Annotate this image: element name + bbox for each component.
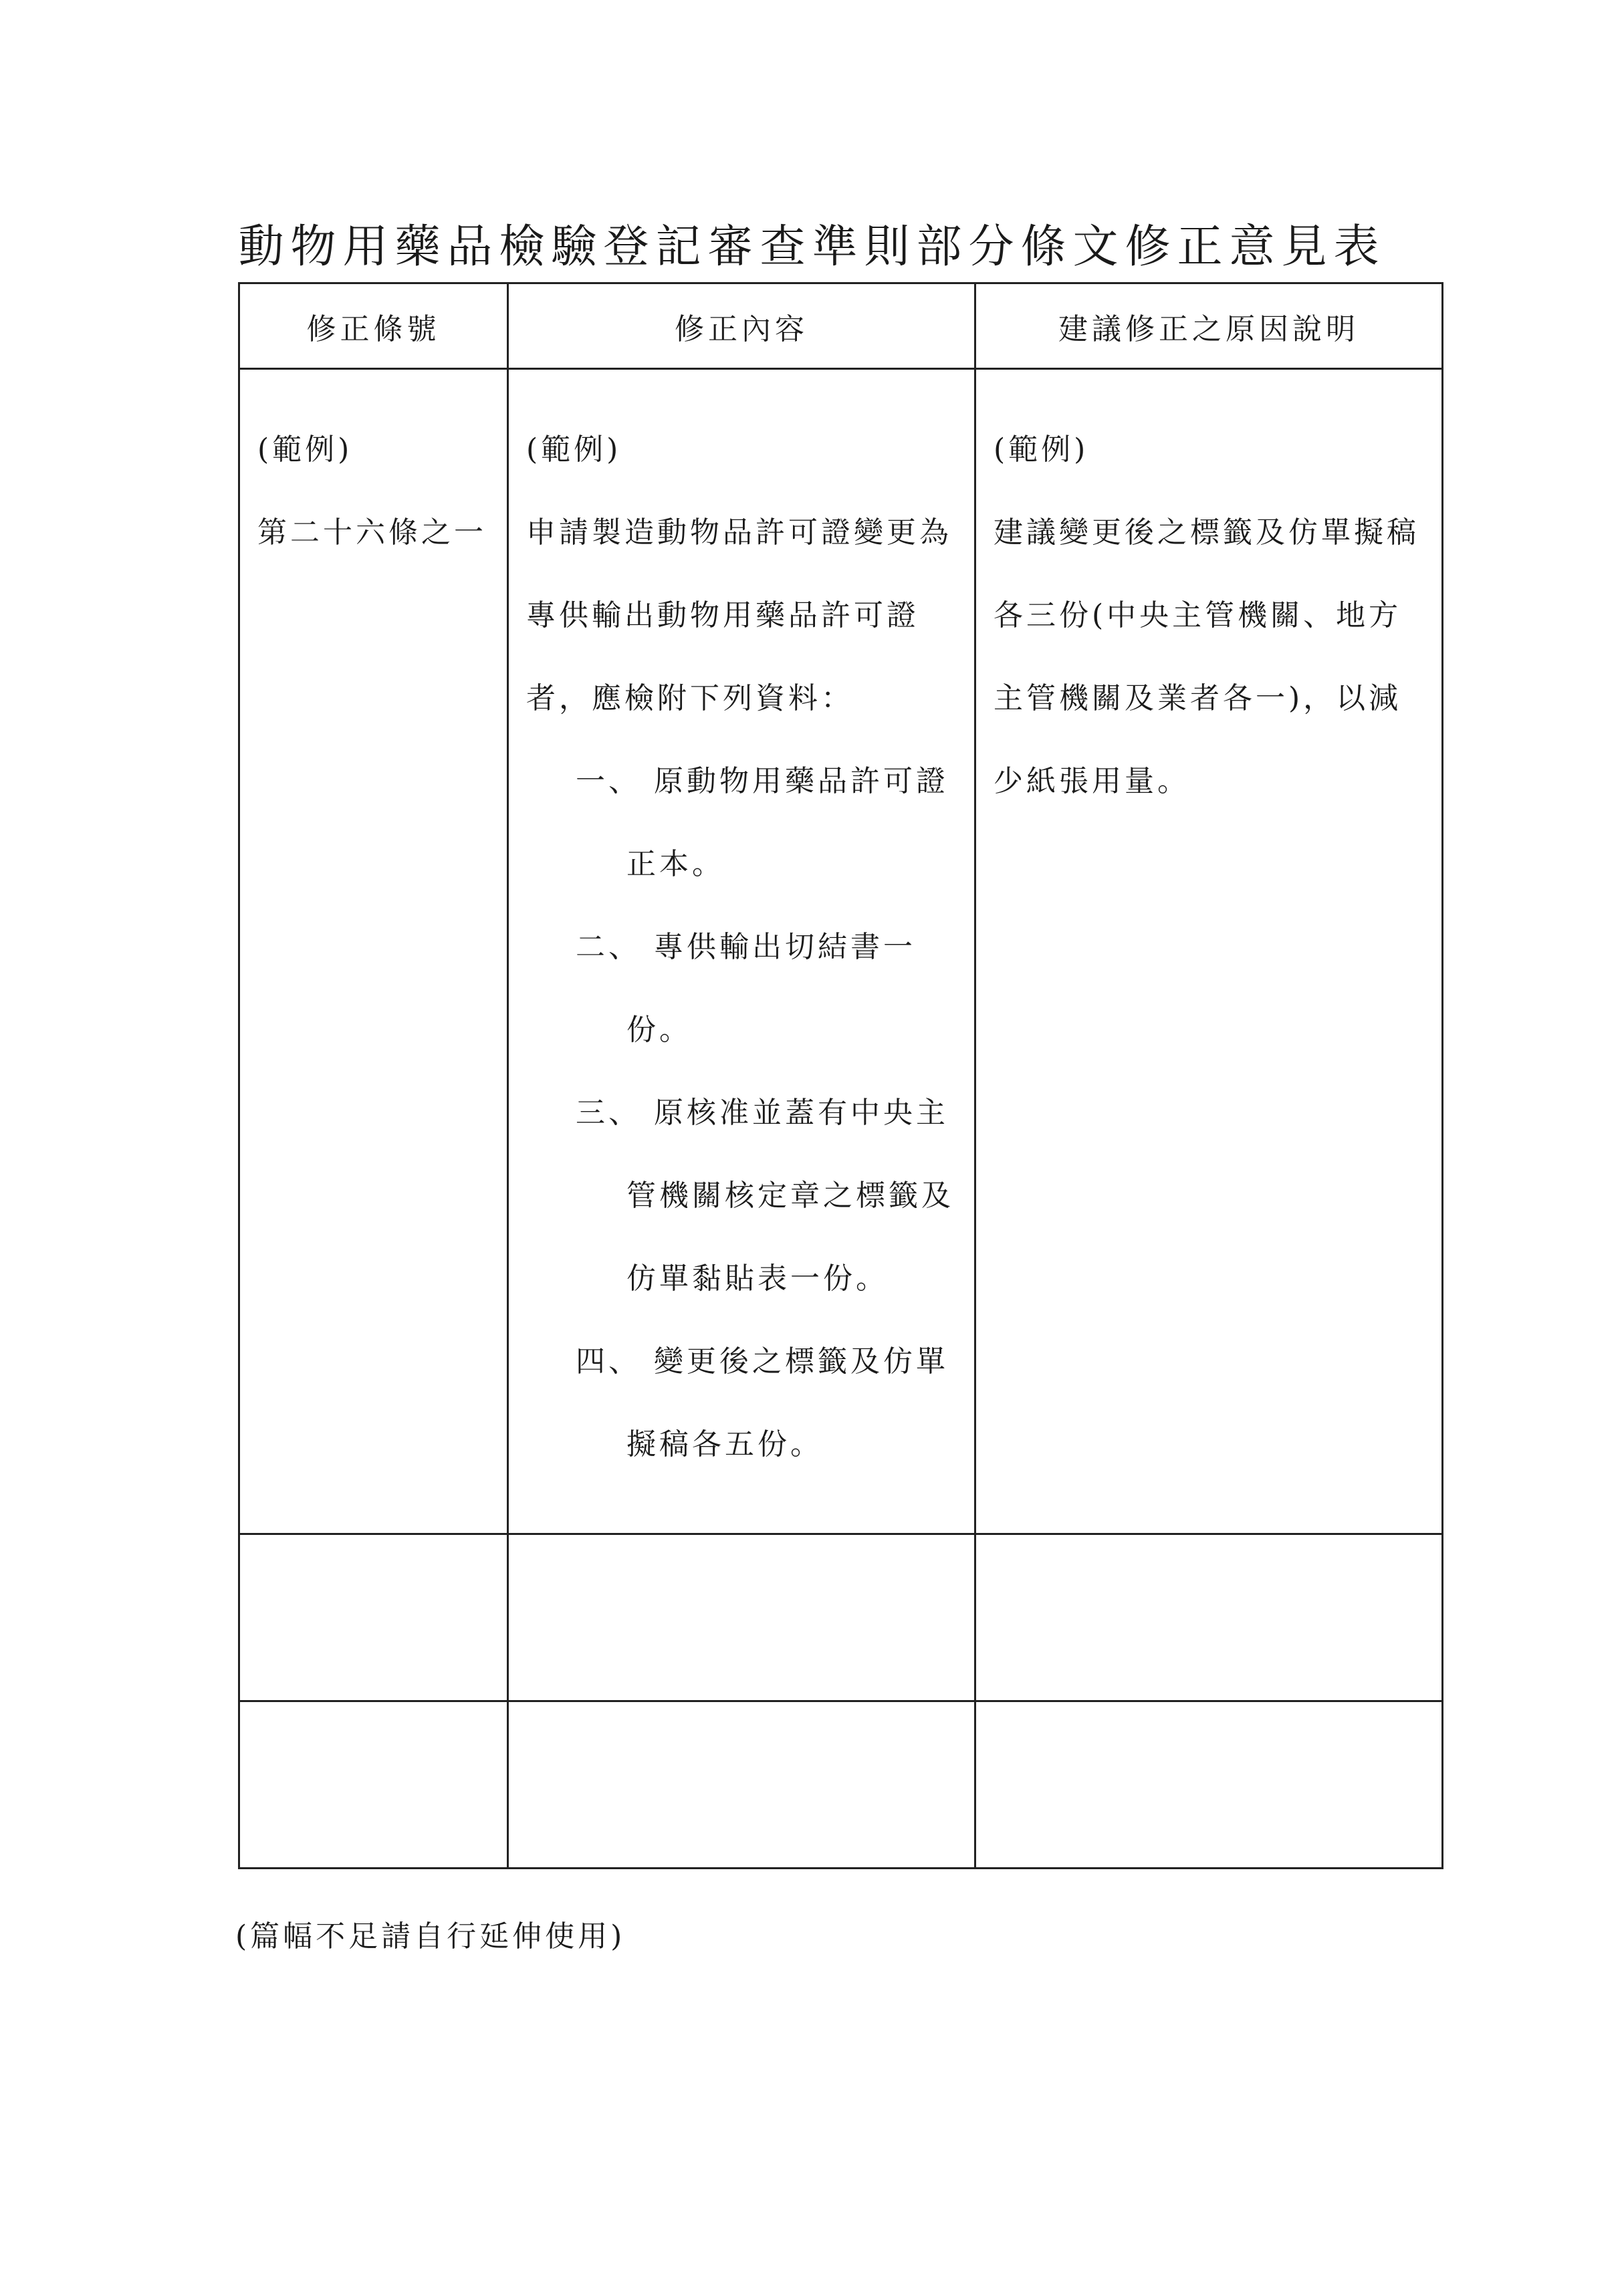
reason-line: 主管機關及業者各一)，以減 — [994, 681, 1402, 716]
content-intro-line: 者，應檢附下列資料： — [526, 681, 854, 716]
item-text: 擬稿各五份。 — [626, 1427, 823, 1462]
item-text: 專供輸出切結書一 — [654, 930, 916, 965]
list-item — [526, 906, 961, 1072]
header-amendment-content: 修正內容 — [508, 283, 975, 369]
blank-row — [239, 1701, 1443, 1868]
amendment-opinion-table — [238, 282, 1443, 1869]
example-row — [239, 369, 1443, 1534]
blank-reason-cell[interactable] — [975, 1534, 1443, 1701]
blank-article-cell[interactable] — [239, 1534, 508, 1701]
item-text: 原動物用藥品許可證 — [654, 764, 949, 799]
example-article-cell — [239, 369, 508, 1534]
example-label: (範例) — [994, 433, 1089, 467]
example-content-cell — [508, 369, 975, 1534]
list-item — [526, 1072, 961, 1320]
item-text: 正本。 — [626, 847, 725, 882]
blank-reason-cell[interactable] — [975, 1701, 1443, 1868]
reason-line: 各三份(中央主管機關、地方 — [994, 598, 1402, 633]
header-reason: 建議修正之原因說明 — [975, 283, 1443, 369]
page-title: 動物用藥品檢驗登記審查準則部分條文修正意見表 — [238, 221, 1386, 273]
blank-content-cell[interactable] — [508, 1701, 975, 1868]
example-label: (範例) — [257, 433, 353, 467]
item-text: 原核准並蓋有中央主 — [654, 1096, 949, 1130]
table-header-row — [239, 283, 1443, 369]
reason-line: 建議變更後之標籤及仿單擬稿 — [994, 515, 1419, 550]
blank-content-cell[interactable] — [508, 1534, 975, 1701]
item-text: 份。 — [626, 1013, 692, 1048]
header-article-number: 修正條號 — [239, 283, 508, 369]
footnote: (篇幅不足請自行延伸使用) — [235, 1919, 626, 1953]
reason-line: 少紙張用量。 — [994, 764, 1190, 799]
content-intro-line: 申請製造動物品許可證變更為 — [526, 515, 952, 550]
item-number: 二、 — [576, 930, 641, 965]
item-text: 變更後之標籤及仿單 — [654, 1344, 949, 1379]
item-number: 三、 — [576, 1096, 641, 1130]
blank-article-cell[interactable] — [239, 1701, 508, 1868]
item-text: 仿單黏貼表一份。 — [626, 1262, 889, 1296]
item-number: 一、 — [576, 764, 641, 799]
list-item — [526, 740, 961, 906]
item-number: 四、 — [576, 1344, 641, 1379]
example-reason-cell — [975, 369, 1443, 1534]
list-item — [526, 1320, 961, 1486]
blank-row — [239, 1534, 1443, 1701]
item-text: 管機關核定章之標籤及 — [626, 1179, 954, 1213]
content-intro-line: 專供輸出動物用藥品許可證 — [526, 598, 919, 633]
example-label: (範例) — [526, 433, 622, 467]
article-number-text: 第二十六條之一 — [257, 515, 487, 550]
